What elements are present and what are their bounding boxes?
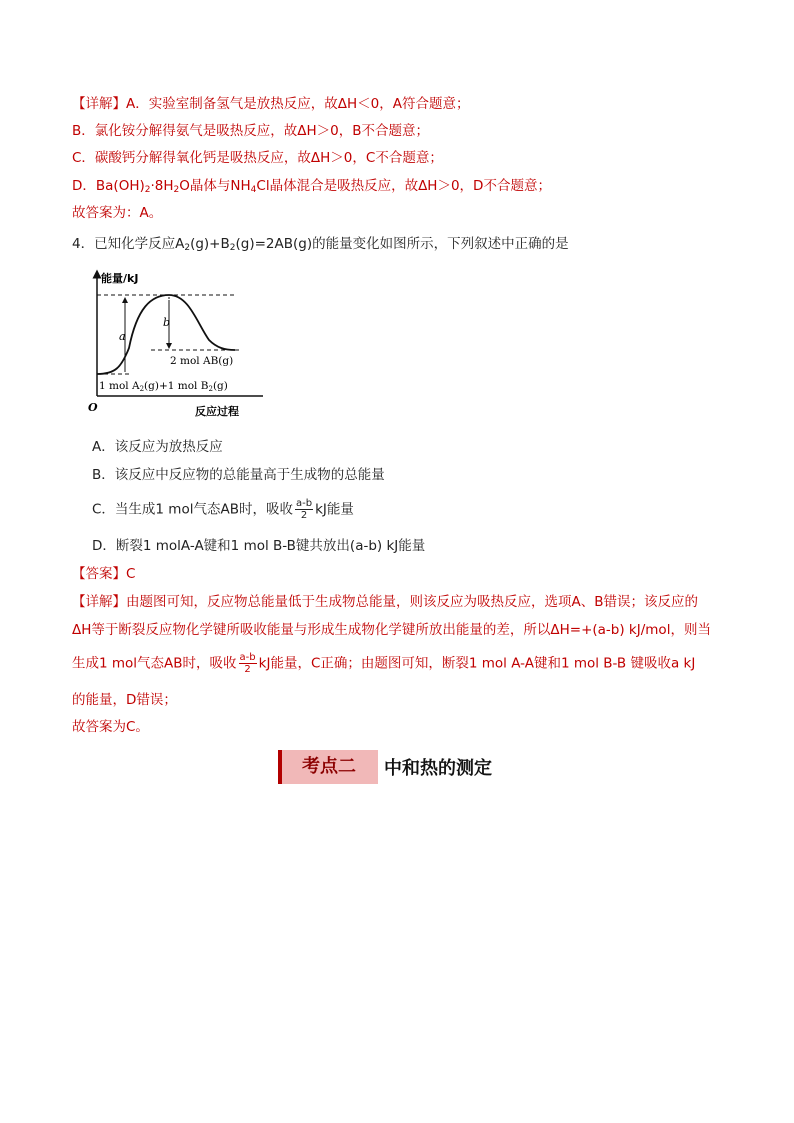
answer-line	[72, 564, 135, 584]
subscript: 2	[229, 243, 236, 253]
y-axis-label: 能量/kJ	[101, 272, 139, 285]
answer-value: C	[126, 566, 136, 582]
text: ·8H	[150, 178, 174, 194]
label-b: b	[163, 316, 171, 329]
section-heading	[278, 750, 492, 784]
product-label: 2 mol AB(g)	[170, 355, 234, 367]
section-tag: 考点二	[278, 750, 378, 784]
section-title: 中和热的测定	[384, 758, 492, 779]
question-stem	[72, 234, 569, 258]
option-c	[92, 498, 354, 521]
explain-line-4	[72, 176, 551, 200]
denominator: 2	[244, 664, 251, 675]
subscript: 2	[173, 185, 180, 195]
explain-line-2: B．氯化铵分解得氨气是吸热反应，故ΔH＞0，B不合题意；	[72, 123, 429, 139]
numerator: a-b	[239, 652, 256, 663]
text: D．Ba(OH)	[72, 178, 145, 194]
explain-text: A．实验室制备氢气是放热反应，故ΔH＜0，A符合题意；	[126, 96, 470, 112]
explain4-line-5: 故答案为C。	[72, 719, 149, 735]
subscript: 2	[139, 385, 145, 393]
origin-label: O	[88, 401, 98, 414]
explain-tag: 【详解】	[72, 96, 126, 112]
text: O晶体与NH	[179, 178, 251, 194]
option-a: A．该反应为放热反应	[92, 439, 223, 455]
text: 4．已知化学反应A	[72, 236, 185, 252]
text: 生成1 mol气态AB时，吸收	[72, 655, 237, 672]
explain4-line-1	[72, 592, 698, 612]
text: C．当生成1 mol气态AB时，吸收	[92, 501, 293, 518]
explain4-line-2: ΔH等于断裂反应物化学键所吸收能量与形成生成物化学键所放出能量的差，所以ΔH=+(a-b) kJ/mol，则当	[72, 622, 711, 638]
subscript: 2	[144, 185, 151, 195]
text: kJ能量，C正确；由题图可知，断裂1 mol A-A键和1 mol B-B 键吸收a kJ	[258, 655, 696, 672]
denominator: 2	[300, 510, 308, 521]
text: kJ能量	[315, 501, 354, 518]
explain-line-5: 故答案为：A。	[72, 205, 163, 221]
text: (g)=2AB(g)的能量变化如图所示，下列叙述中正确的是	[235, 236, 569, 252]
text: (g)	[212, 380, 228, 392]
fraction	[295, 498, 313, 521]
explain-line-1	[72, 94, 469, 114]
label-a: a	[119, 330, 126, 343]
energy-diagram	[85, 268, 275, 418]
answer-tag: 【答案】	[72, 566, 126, 582]
explain-line-3: C．碳酸钙分解得氧化钙是吸热反应，故ΔH＞0，C不合题意；	[72, 150, 443, 166]
text: (g)+1 mol B	[144, 380, 209, 392]
subscript: 2	[184, 243, 191, 253]
explain4-tag: 【详解】	[72, 594, 126, 610]
numerator: a-b	[295, 498, 313, 509]
option-d: D．断裂1 molA-A键和1 mol B-B键共放出(a-b) kJ能量	[92, 538, 426, 554]
explain4-line-3	[72, 652, 695, 675]
fraction	[239, 652, 257, 675]
text: 1 mol A	[99, 380, 140, 392]
text: (g)+B	[190, 236, 230, 252]
reactant-label	[99, 380, 228, 393]
subscript: 4	[250, 185, 257, 195]
explain4-line-4: 的能量，D错误；	[72, 692, 177, 708]
text: 由题图可知，反应物总能量低于生成物总能量，则该反应为吸热反应，选项A、B错误；该反应的	[126, 594, 698, 610]
x-axis-label: 反应过程	[195, 405, 239, 418]
option-b: B．该反应中反应物的总能量高于生成物的总能量	[92, 467, 385, 483]
subscript: 2	[208, 385, 213, 393]
text: Cl晶体混合是吸热反应，故ΔH＞0，D不合题意；	[256, 178, 551, 194]
